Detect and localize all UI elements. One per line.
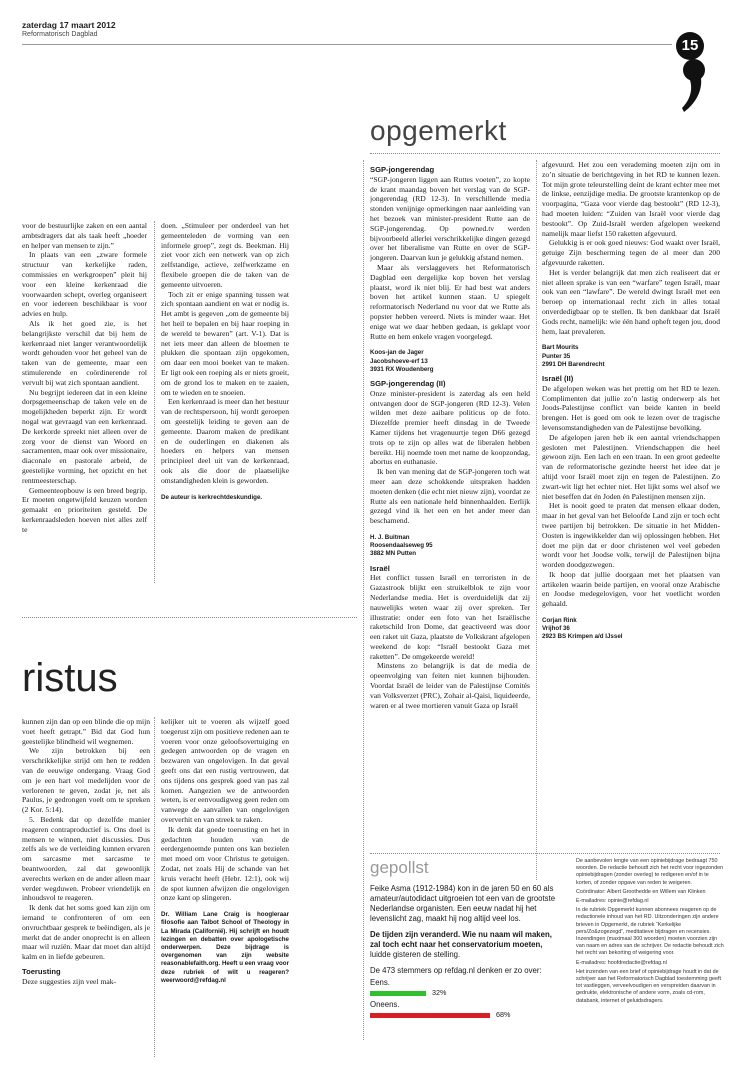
editorial-info [576,858,724,1007]
paragraph: Ik hoop dat jullie doorgaan met het plaatsen van artikelen waarin beide partijen, en vooral onze Arabische en Joodse medegelovigen, voor het voetlicht worden gehaald. [542,569,720,609]
poll-bar [370,991,426,996]
poll-bar [370,1013,490,1018]
signature-line: 2991 DH Barendrecht [542,360,605,368]
article-title-fragment: ristus [22,656,118,700]
signature-line: Roosendaalseweg 95 [370,542,433,550]
opinion-column-2 [161,221,289,586]
letter-signature [542,617,720,642]
comma-logo-icon [680,56,708,116]
article-column-1 [22,717,150,1057]
poll-option-row [370,988,560,998]
paragraph: afgevuurd. Het zou een verademing moeten zijn om in zo’n situatie de berichtgeving in het RD te kunnen lezen. Tot mijn grote teleurstelling deint de krant echter mee met de linkse, eenzijdige media. De grootste krantenkop op de voorpagina, “Gaza voor vierde dag bestookt” (RD 12-3), had moeten luiden: “Zuiden van Israël voor vierde dag bestookt”. Op Zuid-Israël werden afgelopen weekend namelijk maar liefst 150 raketten afgevuurd. [542,160,720,238]
signature-line: Jacobshoeve-erf 13 [370,357,428,365]
paragraph: doen. „Stimuleer per onderdeel van het gemeenteleden de vorming van een informele groep”, zegt ds. Beekman. Hij ziet voor zich een netwerk van op zich zelfstandige, actieve, zelfwerkzame en flexibele groepen die de taken van de gemeente uitvoeren. [161,221,289,289]
paragraph: voor de bestuurlijke zaken en een aantal ambtsdragers dat als taak heeft „hoeder en helper van mensen te zijn.” [22,221,147,250]
subheading: SGP-jongerendag [370,165,435,174]
paragraph: Ik denk dat het soms goed kan zijn om iemand te confronteren of om een onvruchtbaar gesprek te beëindigen, als je merkt dat de ander onoprecht is en alleen maar wil ruziën. Maar dat moet dan altijd kalm en in liefde gebeuren. [22,903,150,962]
paragraph: Toch zit er enige spanning tussen wat zich spontaan aandient en wat er nodig is. Het ambt is gegeven „om de gemeente bij het heil te bepalen en bij haar roeping in de wereld te bewaren” (art. V-1). Dat is net iets meer dan alleen de bloemen te plukken die spontaan zijn opgekomen, om daar een mooi boeket van te maken. Er ligt ook een roeping als er niets groeit, om de grond los te maken en te zaaien, om te wieden en te snoeien. [161,289,289,397]
editorial-info-paragraph: E-mailadres: opinie@refdag.nl [576,898,649,905]
subheading: SGP-jongerendag (II) [370,378,446,388]
poll-count: De 473 stemmers op refdag.nl denken er zo over: [370,966,542,975]
letter-signature [542,344,720,369]
poll-option-label: Oneens. [370,1000,400,1009]
paragraph: Het is nooit goed te praten dat mensen elkaar doden, maar in het geval van het Beloofde Land zijn er toch echt twee partijen bij betrokken. De situatie in het Midden-Oosten is ingewikkelder dan wij oplossingen hebben. Het doet me pijn dat er door christenen wel veel gebeden wordt voor het Joodse volk, terwijl de Palestijnen bijna worden doodgezwegen. [542,501,720,570]
paragraph: 5. Bedenk dat op dezelfde manier reageren contraproductief is. Ons doel is mensen te winnen, niet discussies. Dus zelfs als we de verleiding kunnen ervaren om sarcasme met sarcasme te beantwoorden, zal dat gewoonlijk averechts werken en de ander alleen maar verder wegduwen. Probeer vriendelijk en inhoudsvol te reageren. [22,814,150,903]
letter-signature [370,534,530,559]
signature-line: Vrijhof 36 [542,625,570,633]
paragraph: Het conflict tussen Israël en terroristen in de Gazastrook blijkt een struikelblok te zijn voor Nederlandse media. Het is overduidelijk dat zij nauwelijks weten waar zij over spreken. Ter illustratie: onder een foto van het Israëlische raketschild Iron Dome, dat geactiveerd was door een raket uit Gaza, plaatste de Volkskrant afgelopen weekend de kop: “Israël bestookt Gaza met raketten”. De omgekeerde wereld! [370,573,530,661]
poll-statement-text: De tijden zijn veranderd. Wie nu naam wil maken, zal toch echt naar het conservatorium moeten, [370,930,552,949]
author-bio: Dr. William Lane Craig is hoogleraar filosofie aan Talbot School of Theology in La Mirada (Californië). Hij schrijft en houdt lezingen en debatten over apologetische onderwerpen. Deze bijdrage is overgenomen van zijn website reasonablefaith.org. Heeft u een vraag voor deze rubriek of wilt u reageren? weerwoord@refdag.nl [161,911,289,984]
poll-statement-rest: luidde gisteren de stelling. [370,950,461,959]
section-divider [22,617,357,618]
paragraph: Ik ben van mening dat de SGP-jongeren toch wat meer aan deze schokkende uitspraken hadden moeten denken (die echt niet nieuw zijn), voordat ze Rutte als een nationale held binnenhaalden. Eerlijk gezegd vind ik het een en het ander meer dan beschamend. [370,467,530,526]
signature-line: 2923 BS Krimpen a/d IJssel [542,633,623,641]
article-column-2 [161,717,289,1057]
paragraph: Het is verder belangrijk dat men zich realiseert dat er niet alleen sprake is van een “warfare” tegen Israël, maar ook van een “lawfare”. De wereld dwingt Israël met een beroep op internationaal recht zich in alles totaal onverdedigbaar op te stellen. Ik ben dankbaar dat Israël Gods recht, namelijk: wie één hand opheft tegen jou, dood hem, laat prevaleren. [542,267,720,336]
poll-percent: 68% [496,1010,511,1019]
paragraph: Maar als verslaggevers het Reformatorisch Dagblad een dergelijke kop boven het verslag plaatst, word ik niet blij. Er had best wat anders boven het artikel kunnen staan. U spiegelt reformatorisch Nederland nu voor dat we Rutte als popster hebben vereerd. Niets is minder waar. Het enige wat we daar hebben gedaan, is geklapt voor Rutte en hem enkele vragen voorgelegd. [370,262,530,341]
subheading: Israël [370,563,390,573]
poll-statement [370,930,560,960]
letters-column-2 [542,160,720,855]
column-divider [154,221,155,583]
paragraph: De afgelopen jaren heb ik een aantal vriendschappen gesloten met Palestijnen. Vriendschappen die heel gewoon zijn. Een lach en een traan. In een groot gedeelte van de reformatorische gezindte heerst het idee dat je altijd voor Israël moet zijn en tegen de Palestijnen. Zo zwart-wit ligt het echter niet. Het lijkt soms wel alsof we niet beseffen dat én Joden én Palestijnen mensen zijn. [542,432,720,501]
poll-top-rule [370,853,720,854]
paragraph: kelijker uit te voeren als wijzelf goed toegerust zijn om positieve redenen aan te voeren voor onze geloofsovertuiging en gedegen antwoorden op de vragen en bezwaren van ongelovigen. In dat geval geeft ons dat een rustig vertrouwen, dat ons tijdens ons gesprek goed van pas zal komen. Aangezien we de antwoorden weten, is er eenvoudigweg geen reden om vanwege de aanvallen van ongelovigen oververhit en van streek te raken. [161,717,289,824]
header-paper-name: Reformatorisch Dagblad [22,31,98,38]
column-divider [363,160,364,1040]
author-bio: De auteur is kerkrechtdeskundige. [161,493,263,501]
paragraph: Als ik het goed zie, is het belangrijkste verschil dat bij hem de kerkenraad niet langer verantwoordelijk wordt gehouden voor het geheel van de taken van de gemeente, maar een stimulerende en coördinerende rol vervult bij wat zich spontaan aandient. [22,318,147,387]
opinion-column-1 [22,221,147,586]
column-divider [154,717,155,1057]
poll-option-label: Eens. [370,978,390,987]
poll-percent: 32% [432,988,447,997]
poll-body [370,884,560,1022]
editorial-info-paragraph: In de rubriek Opgemerkt kunnen abonnees reageren op de redactionele inhoud van het RD. Uitzonderingen zijn andere brieven in Opgemerkt, de rubriek “Kerkelijke pers/Zo&zogezegd”, meditatieve bijdragen en recensies. Inzendingen (maximaal 300 woorden) moeten voorzien zijn van naam en adres van de schrijver. De redactie behoudt zich het recht van bekorting of weigering voor. [576,907,724,957]
signature-line: Koos-jan de Jager [370,349,424,357]
poll-options [370,978,560,1020]
editorial-info-paragraph: De aanbevolen lengte van een opiniebijdrage bedraagt 750 woorden. De redactie behoudt zich het recht voor ingezonden opiniebijdragen (zonder overleg) te redigeren en/of in te korten, of zonder opgave van reden te weigeren. [576,858,724,886]
paragraph: Gelukkig is er ook goed nieuws: God waakt over Israël, getuige Zijn bescherming tegen de al meer dan 200 afgevuurde raketten. [542,238,720,267]
signature-line: H. J. Buitman [370,533,410,541]
paragraph: Deze suggesties zijn veel mak- [22,976,117,986]
subheading: Toerusting [22,966,61,976]
paragraph: Een kerkenraad is meer dan het bestuur van de rechtspersoon, hij wordt geroepen om geestelijk leiding te geven aan de gemeente. Daarom maken de predikant en de ouderlingen en diakenen als hoeders en helpers van mensen principieel deel uit van de kerkenraad, ook als die door de plaatselijke omstandigheden klein is geworden. [161,397,289,485]
page-number: 15 [676,32,704,60]
paragraph: We zijn betrokken bij een verschrikkelijke strijd om hen te redden van de eeuwige ondergang. Vraag God om je een hart vol medelijden voor de verlorenen te geven, zodat je, net als Paulus, je gedrongen voelt om te spreken (2 Kor. 5:14). [22,746,150,815]
paragraph: Minstens zo belangrijk is dat de media de opeenvolging van feiten niet kunnen bijhouden. Voordat Israël de leider van de Palestijnse Comités van Volksverzet (PRC), Zohair al-Qaisi, liquideerde, waren er al twee mortieren vanuit Gaza op Israël [370,661,530,710]
poll-option-row [370,1010,560,1020]
poll-title: gepollst [370,858,429,877]
signature-line: 3882 MN Putten [370,550,417,558]
section-title-opgemerkt: opgemerkt [370,115,507,146]
signature-line: Corjan Rink [542,617,577,625]
header-rule [22,44,672,45]
signature-line: Punter 35 [542,352,571,360]
paragraph: kunnen zijn dan op een blinde die op mijn voet heeft getrapt.” Bid dat God hun geestelijke blindheid wil wegnemen. [22,717,150,746]
editorial-info-paragraph: E-mailadres: hoofdredactie@refdag.nl [576,959,667,966]
letters-column-1 [370,160,530,855]
paragraph: De afgelopen weken was het prettig om het RD te lezen. Complimenten dat jullie zo’n lastig onderwerp als het Joods-Palestijnse conflict van beide kanten in beeld brengen. Het is goed om ook te lezen over de tragische levensomstandigheden van de Palestijnse bevolking. [542,383,720,432]
header-date: zaterdag 17 maart 2012 [22,20,116,30]
paragraph: “SGP-jongeren liggen aan Ruttes voeten”, zo kopte de krant maandag boven het verslag van de SGP-jongerendag (RD 12-3). In verschillende media stonden venijnige opmerkingen naar aanleiding van het bezoek van minister-president Rutte aan de SGP-jongerendag. Op powned.tv werden bijvoorbeeld allerlei verschrikkelijke dingen gezegd over het liberalisme van Rutte en over de SGP-jongeren. Daarvan kun je gelukkig afstand nemen. [370,174,530,263]
poll-intro: Feike Asma (1912-1984) kon in de jaren 50 en 60 als amateur/autodidact uitgroeien tot een van de grootste Nederlandse organisten. Een eeuw nadat hij het levenslicht zag, maakt hij nog altijd veel los. [370,884,556,923]
paragraph: Nu begrijpt iedereen dat in een kleine dorpsgemeenschap de taken vele en de mogelijkheden beperkt zijn. Er wordt nogal wat gevraagd van een kerkenraad. De kerkorde spreekt niet alleen over de zorg voor de dienst van Woord en sacramenten, maar ook over missionaire, diaconale en pastorale arbeid, de geestelijke vorming, het opzicht en het rentmeesterschap. [22,387,147,485]
letter-signature [370,349,530,374]
signature-line: Bart Mourits [542,344,579,352]
editorial-info-paragraph: Het inzenden van een brief of opiniebijdrage houdt in dat de schrijver aan het Reformatorisch Dagblad toestemming geeft tot vastleggen, verveelvoudigen en verspreiden daarvan in gedrukte, elektronische of andere vorm, zoals cd-rom, databank, internet of geluidsdragers. [576,968,722,1004]
signature-line: 3931 RX Woudenberg [370,365,434,373]
editorial-info-paragraph: Coördinator: Albert Groothedde en Willem van Klinken [576,888,706,895]
paragraph: Onze minister-president is zaterdag als een held ontvangen door de SGP-jongeren (RD 12-3). Velen wilden met deze aaibare politicus op de foto. Diezelfde premier heeft dinsdag in de Tweede Kamer tijdens het vragenuurtje tegen D66 gezegd trots op te zijn op alles wat de liberalen hebben bereikt. Hij noemde toen met name de koopzondag, abortus en euthanasie. [370,388,530,467]
column-divider [536,160,537,880]
paragraph: In plaats van een „zware formele structuur van kerkelijke raden, commissies en werkgroepen” pleit hij voor een kleine kerkenraad die voorwaarden schept, overleg organiseert en voor iedereen beschikbaar is voor advies en hulp. [22,250,147,319]
paragraph: Ik denk dat goede toerusting en het in gedachten houden van de eerdergenoemde punten ons kan bezielen met moed om voor Christus te getuigen. Zodat, net zoals Hij de schande van het kruis veracht heeft (Hebr. 12:1), ook wij de spot kunnen afwijzen die ongelovigen onze kant op slingeren. [161,824,289,903]
subheading: Israël (II) [542,373,574,383]
section-title-rule [370,153,720,154]
paragraph: Gemeenteopbouw is een breed begrip. Er moeten ongetwijfeld keuzen worden gemaakt en prioriteiten gesteld. De kerkenraadsleden hoeven niet alles zelf te [22,485,147,534]
